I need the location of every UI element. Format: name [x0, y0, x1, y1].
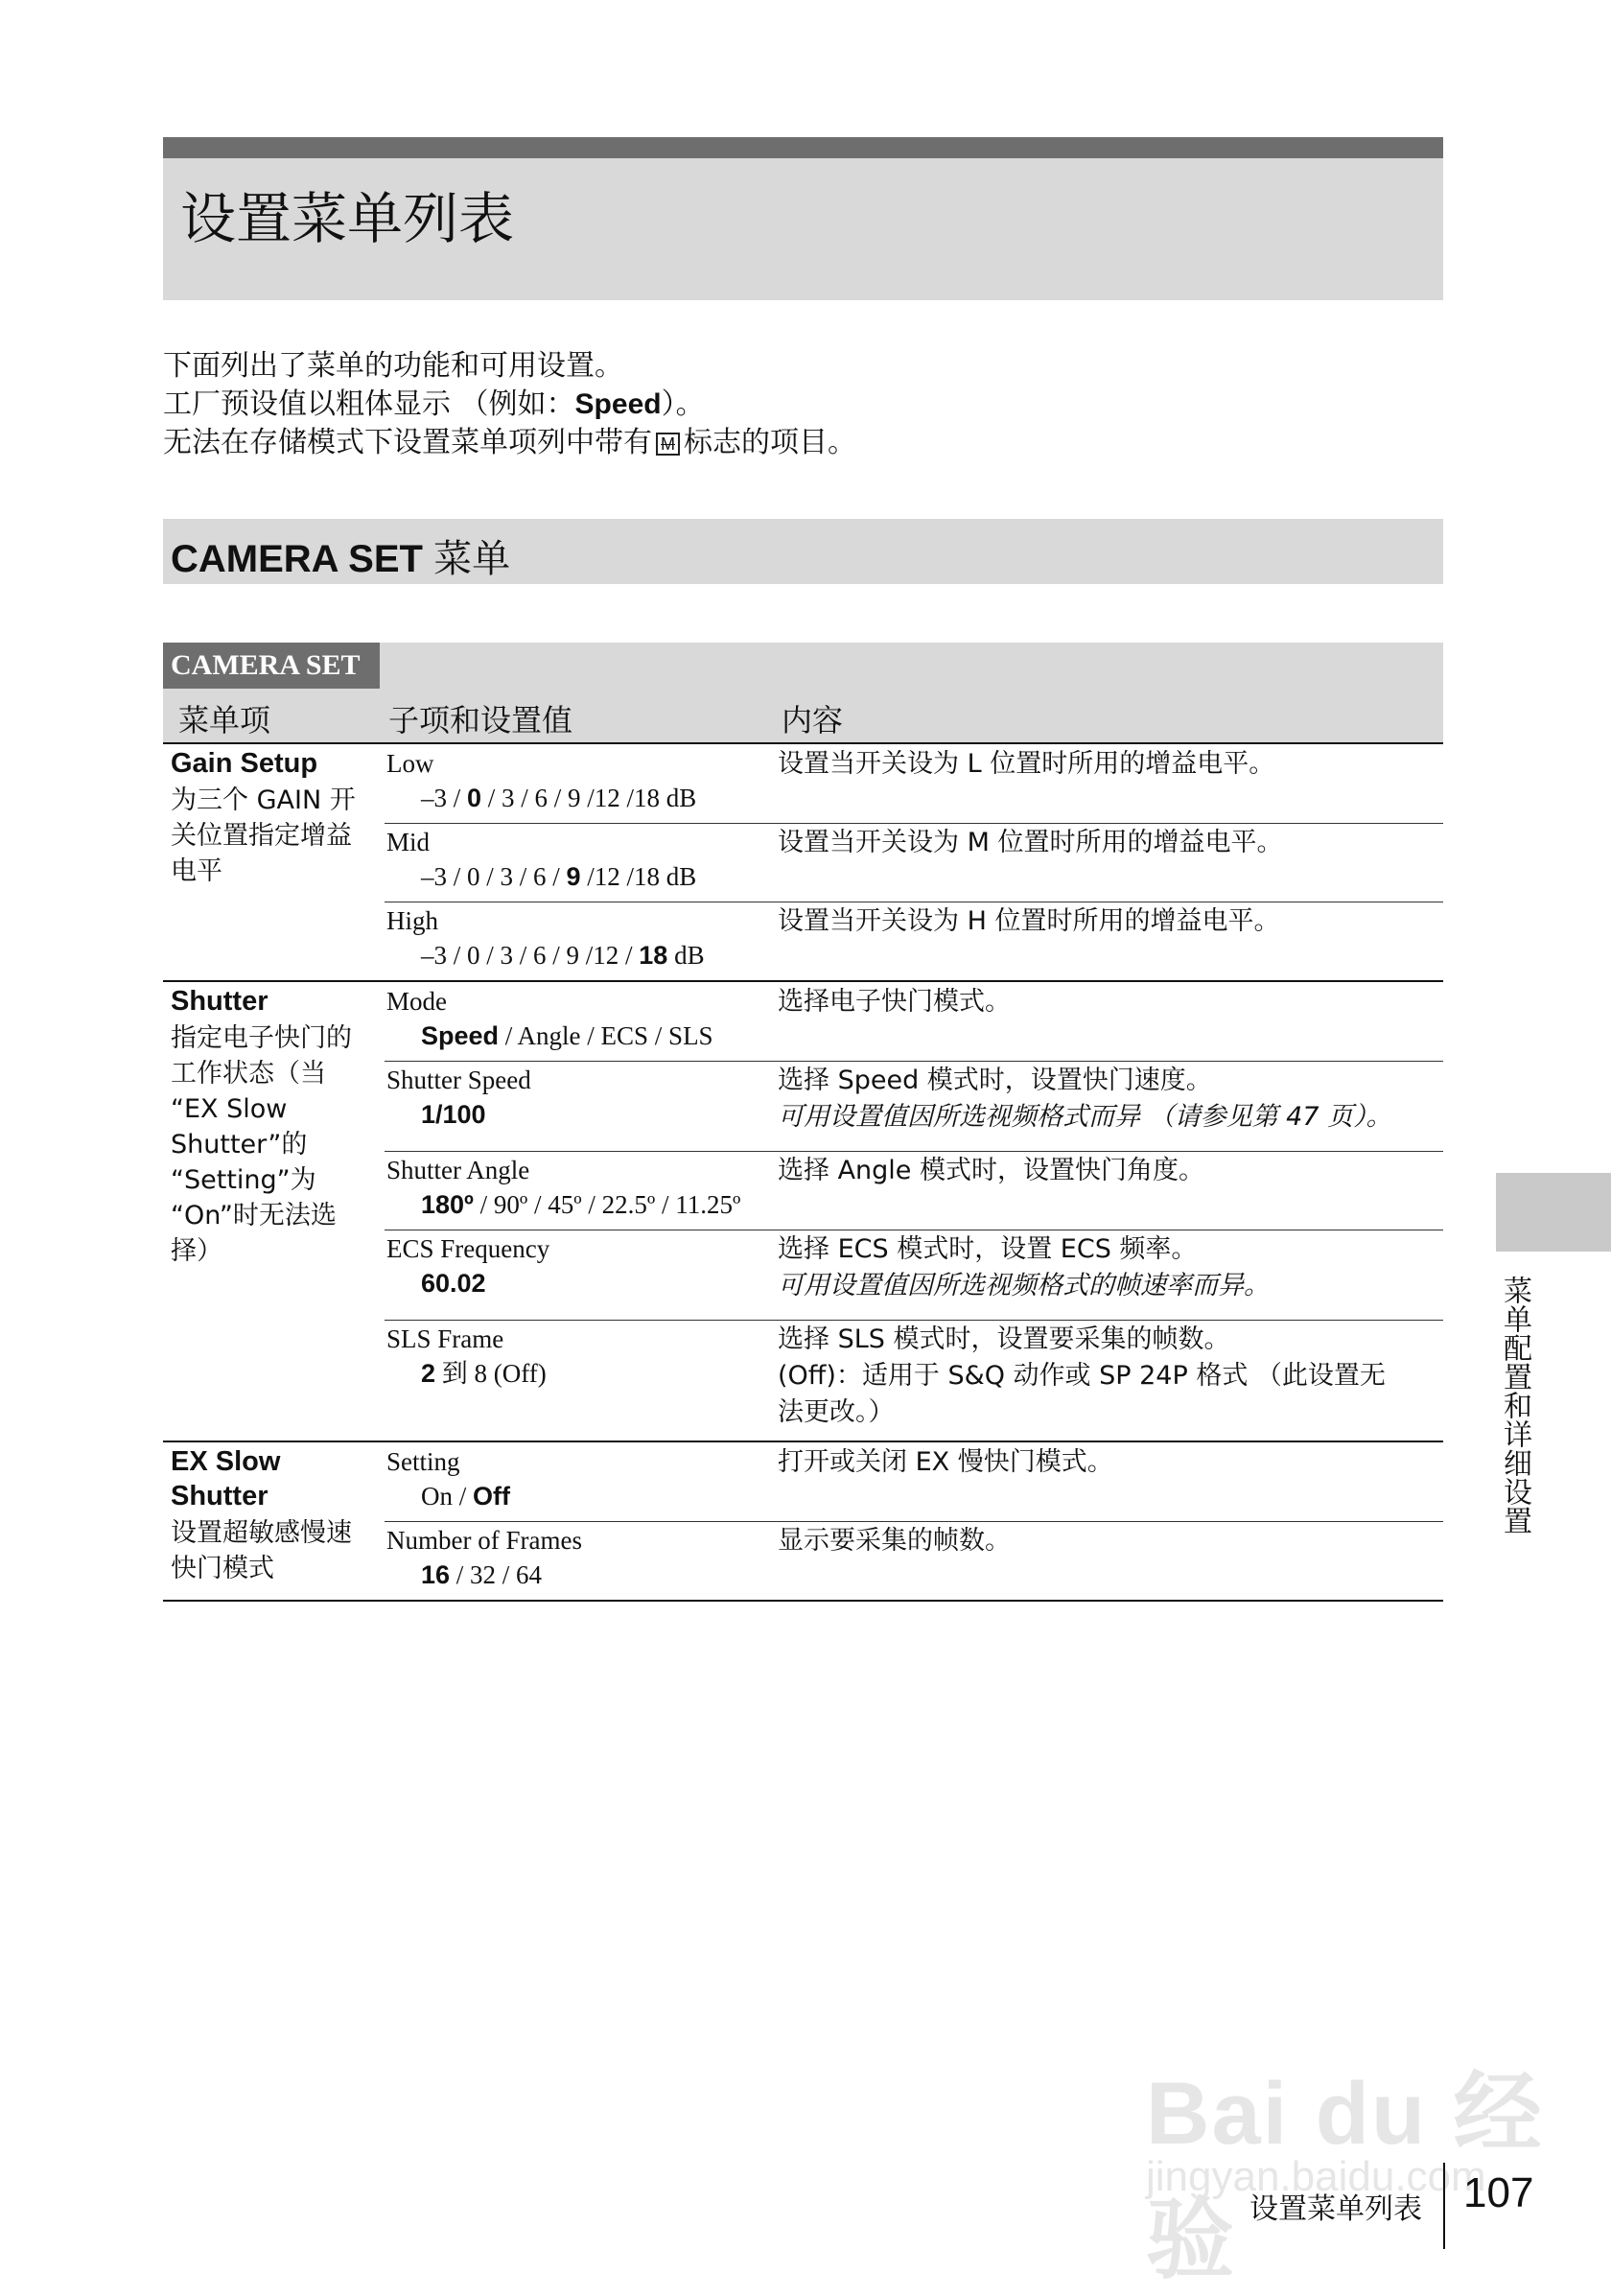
intro-line-2-post: ）。: [661, 387, 705, 421]
section-header: [163, 519, 1443, 584]
content-desc: 选择 SLS 模式时，设置要采集的帧数。: [778, 1324, 1230, 1354]
content-note: 可用设置值因所选视频格式而异 （请参见第 47 页）。: [778, 1102, 1392, 1132]
row-rule: [385, 823, 1443, 824]
content-text: [778, 1322, 1411, 1431]
table-top-rule: [163, 742, 1443, 744]
sub-item-values: [386, 859, 805, 894]
content-desc: 打开或关闭 EX 慢快门模式。: [778, 1447, 1113, 1477]
sub-item-values: [386, 1019, 805, 1053]
content-desc: 选择 Speed 模式时，设置快门速度。: [778, 1066, 1212, 1095]
content-text: [778, 984, 1411, 1020]
intro-line-3: [163, 424, 856, 462]
intro-line-2-pre: 工厂预设值以粗体显示 （例如：: [163, 387, 575, 421]
side-tab-label: 菜单配置和详细设置: [1498, 1276, 1531, 1535]
footer-rule: [1443, 2163, 1445, 2249]
group-rule: [163, 980, 1443, 982]
col-header-sub: 子项和设置值: [388, 702, 573, 738]
default-value: Off: [473, 1482, 510, 1511]
sub-item-values: [386, 1187, 805, 1222]
default-value: 2: [421, 1359, 436, 1388]
content-note: (Off)：适用于 S&Q 动作或 SP 24P 格式 （此设置无法更改。）: [778, 1361, 1386, 1427]
default-value: 0: [467, 784, 482, 812]
content-desc: 设置当开关设为 H 位置时所用的增益电平。: [778, 906, 1280, 936]
col-header-content: 内容: [782, 702, 844, 738]
content-text: [778, 1523, 1411, 1559]
option-value: / Angle / ECS / SLS: [499, 1021, 713, 1050]
side-tab: [1496, 1173, 1611, 1252]
content-text: [778, 903, 1411, 940]
option-value: dB: [667, 941, 705, 970]
option-value: On /: [421, 1482, 473, 1511]
content-desc: 选择电子快门模式。: [778, 987, 1011, 1017]
sub-item-name: Setting: [386, 1447, 460, 1476]
content-text: [778, 825, 1411, 861]
group-rule: [163, 1441, 1443, 1442]
content-text: [778, 1063, 1411, 1136]
menu-item-desc: 为三个 GAIN 开关位置指定增益电平: [171, 785, 356, 886]
sub-item-name: Low: [386, 749, 434, 778]
sub-item-name: Mid: [386, 828, 431, 856]
sub-item-name: Shutter Speed: [386, 1066, 531, 1094]
default-value: 18: [639, 941, 668, 970]
page-title: 设置菜单列表: [180, 186, 515, 251]
content-desc: 设置当开关设为 M 位置时所用的增益电平。: [778, 828, 1283, 857]
footer-title: 设置菜单列表: [1249, 2192, 1422, 2226]
intro-line-3-pre: 无法在存储模式下设置菜单项列中带有: [163, 426, 652, 459]
sub-item-values: [386, 1266, 805, 1300]
sub-item-name: Number of Frames: [386, 1526, 582, 1555]
default-value: 16: [421, 1560, 451, 1589]
content-note: 可用设置值因所选视频格式的帧速率而异。: [778, 1271, 1270, 1300]
sub-item-values: [386, 1356, 805, 1391]
sub-item-name: Shutter Angle: [386, 1156, 530, 1184]
row-rule: [385, 1061, 1443, 1062]
watermark-logo: Bai du 经验: [1146, 2065, 1544, 2289]
section-title-cn: 菜单: [433, 537, 511, 581]
option-value: / 32 / 64: [450, 1560, 543, 1589]
option-value: –3 /: [421, 784, 468, 812]
row-rule: [385, 1320, 1443, 1321]
sub-item-values: [386, 781, 805, 815]
col-header-item: 菜单项: [178, 702, 271, 738]
table-header: [163, 643, 1443, 742]
content-text: [778, 1153, 1411, 1189]
option-value: –3 / 0 / 3 / 6 /: [421, 862, 567, 891]
content-text: [778, 1231, 1411, 1304]
menu-item-desc: 设置超敏感慢速快门模式: [171, 1518, 352, 1583]
intro-line-1: 下面列出了菜单的功能和可用设置。: [163, 349, 623, 383]
sub-item-name: SLS Frame: [386, 1324, 504, 1353]
content-desc: 选择 ECS 模式时，设置 ECS 频率。: [778, 1234, 1198, 1264]
default-value: 1/100: [421, 1100, 486, 1129]
intro-text: [163, 347, 856, 462]
menu-item-desc: 指定电子快门的工作状态（当 “EX Slow Shutter”的 “Setting”为 “On”时无法选择）: [171, 1023, 352, 1266]
menu-item-name: EX Slow Shutter: [171, 1446, 281, 1511]
sub-item-name: High: [386, 906, 438, 935]
table-tag: CAMERA SET: [163, 643, 380, 689]
content-text: [778, 746, 1411, 783]
menu-item-name: Gain Setup: [171, 748, 318, 779]
page-number: 107: [1463, 2169, 1534, 2216]
content-desc: 设置当开关设为 L 位置时所用的增益电平。: [778, 749, 1275, 779]
intro-line-2-bold: Speed: [574, 388, 662, 420]
sub-item-values: [386, 1097, 805, 1132]
default-value: 180º: [421, 1190, 474, 1219]
option-value: /12 /18 dB: [580, 862, 697, 891]
sub-item-values: [386, 938, 805, 972]
page-title-box: [163, 137, 1443, 300]
option-value: –3 / 0 / 3 / 6 / 9 /12 /: [421, 941, 640, 970]
option-value: 到 8 (Off): [435, 1359, 547, 1388]
sub-item-values: [386, 1479, 805, 1513]
sub-item-values: [386, 1558, 805, 1592]
option-value: / 90º / 45º / 22.5º / 11.25º: [473, 1190, 741, 1219]
group-rule: [163, 1600, 1443, 1602]
content-desc: 选择 Angle 模式时，设置快门角度。: [778, 1156, 1204, 1185]
content-desc: 显示要采集的帧数。: [778, 1526, 1011, 1556]
intro-line-2: [163, 386, 856, 424]
row-rule: [385, 1151, 1443, 1152]
section-title: [171, 528, 510, 583]
menu-item-name: Shutter: [171, 986, 268, 1017]
memory-mode-icon: M: [656, 433, 680, 456]
content-text: [778, 1444, 1411, 1481]
sub-item-name: Mode: [386, 987, 447, 1016]
default-value: 60.02: [421, 1269, 486, 1298]
row-rule: [385, 1521, 1443, 1522]
default-value: Speed: [421, 1021, 500, 1050]
title-bar: [163, 137, 1443, 158]
sub-item-name: ECS Frequency: [386, 1234, 550, 1263]
section-title-latin: CAMERA SET: [171, 538, 423, 580]
default-value: 9: [566, 862, 581, 891]
option-value: / 3 / 6 / 9 /12 /18 dB: [481, 784, 697, 812]
watermark-url: jingyan.baidu.com: [1146, 2153, 1486, 2200]
intro-line-3-post: 标志的项目。: [684, 426, 856, 459]
